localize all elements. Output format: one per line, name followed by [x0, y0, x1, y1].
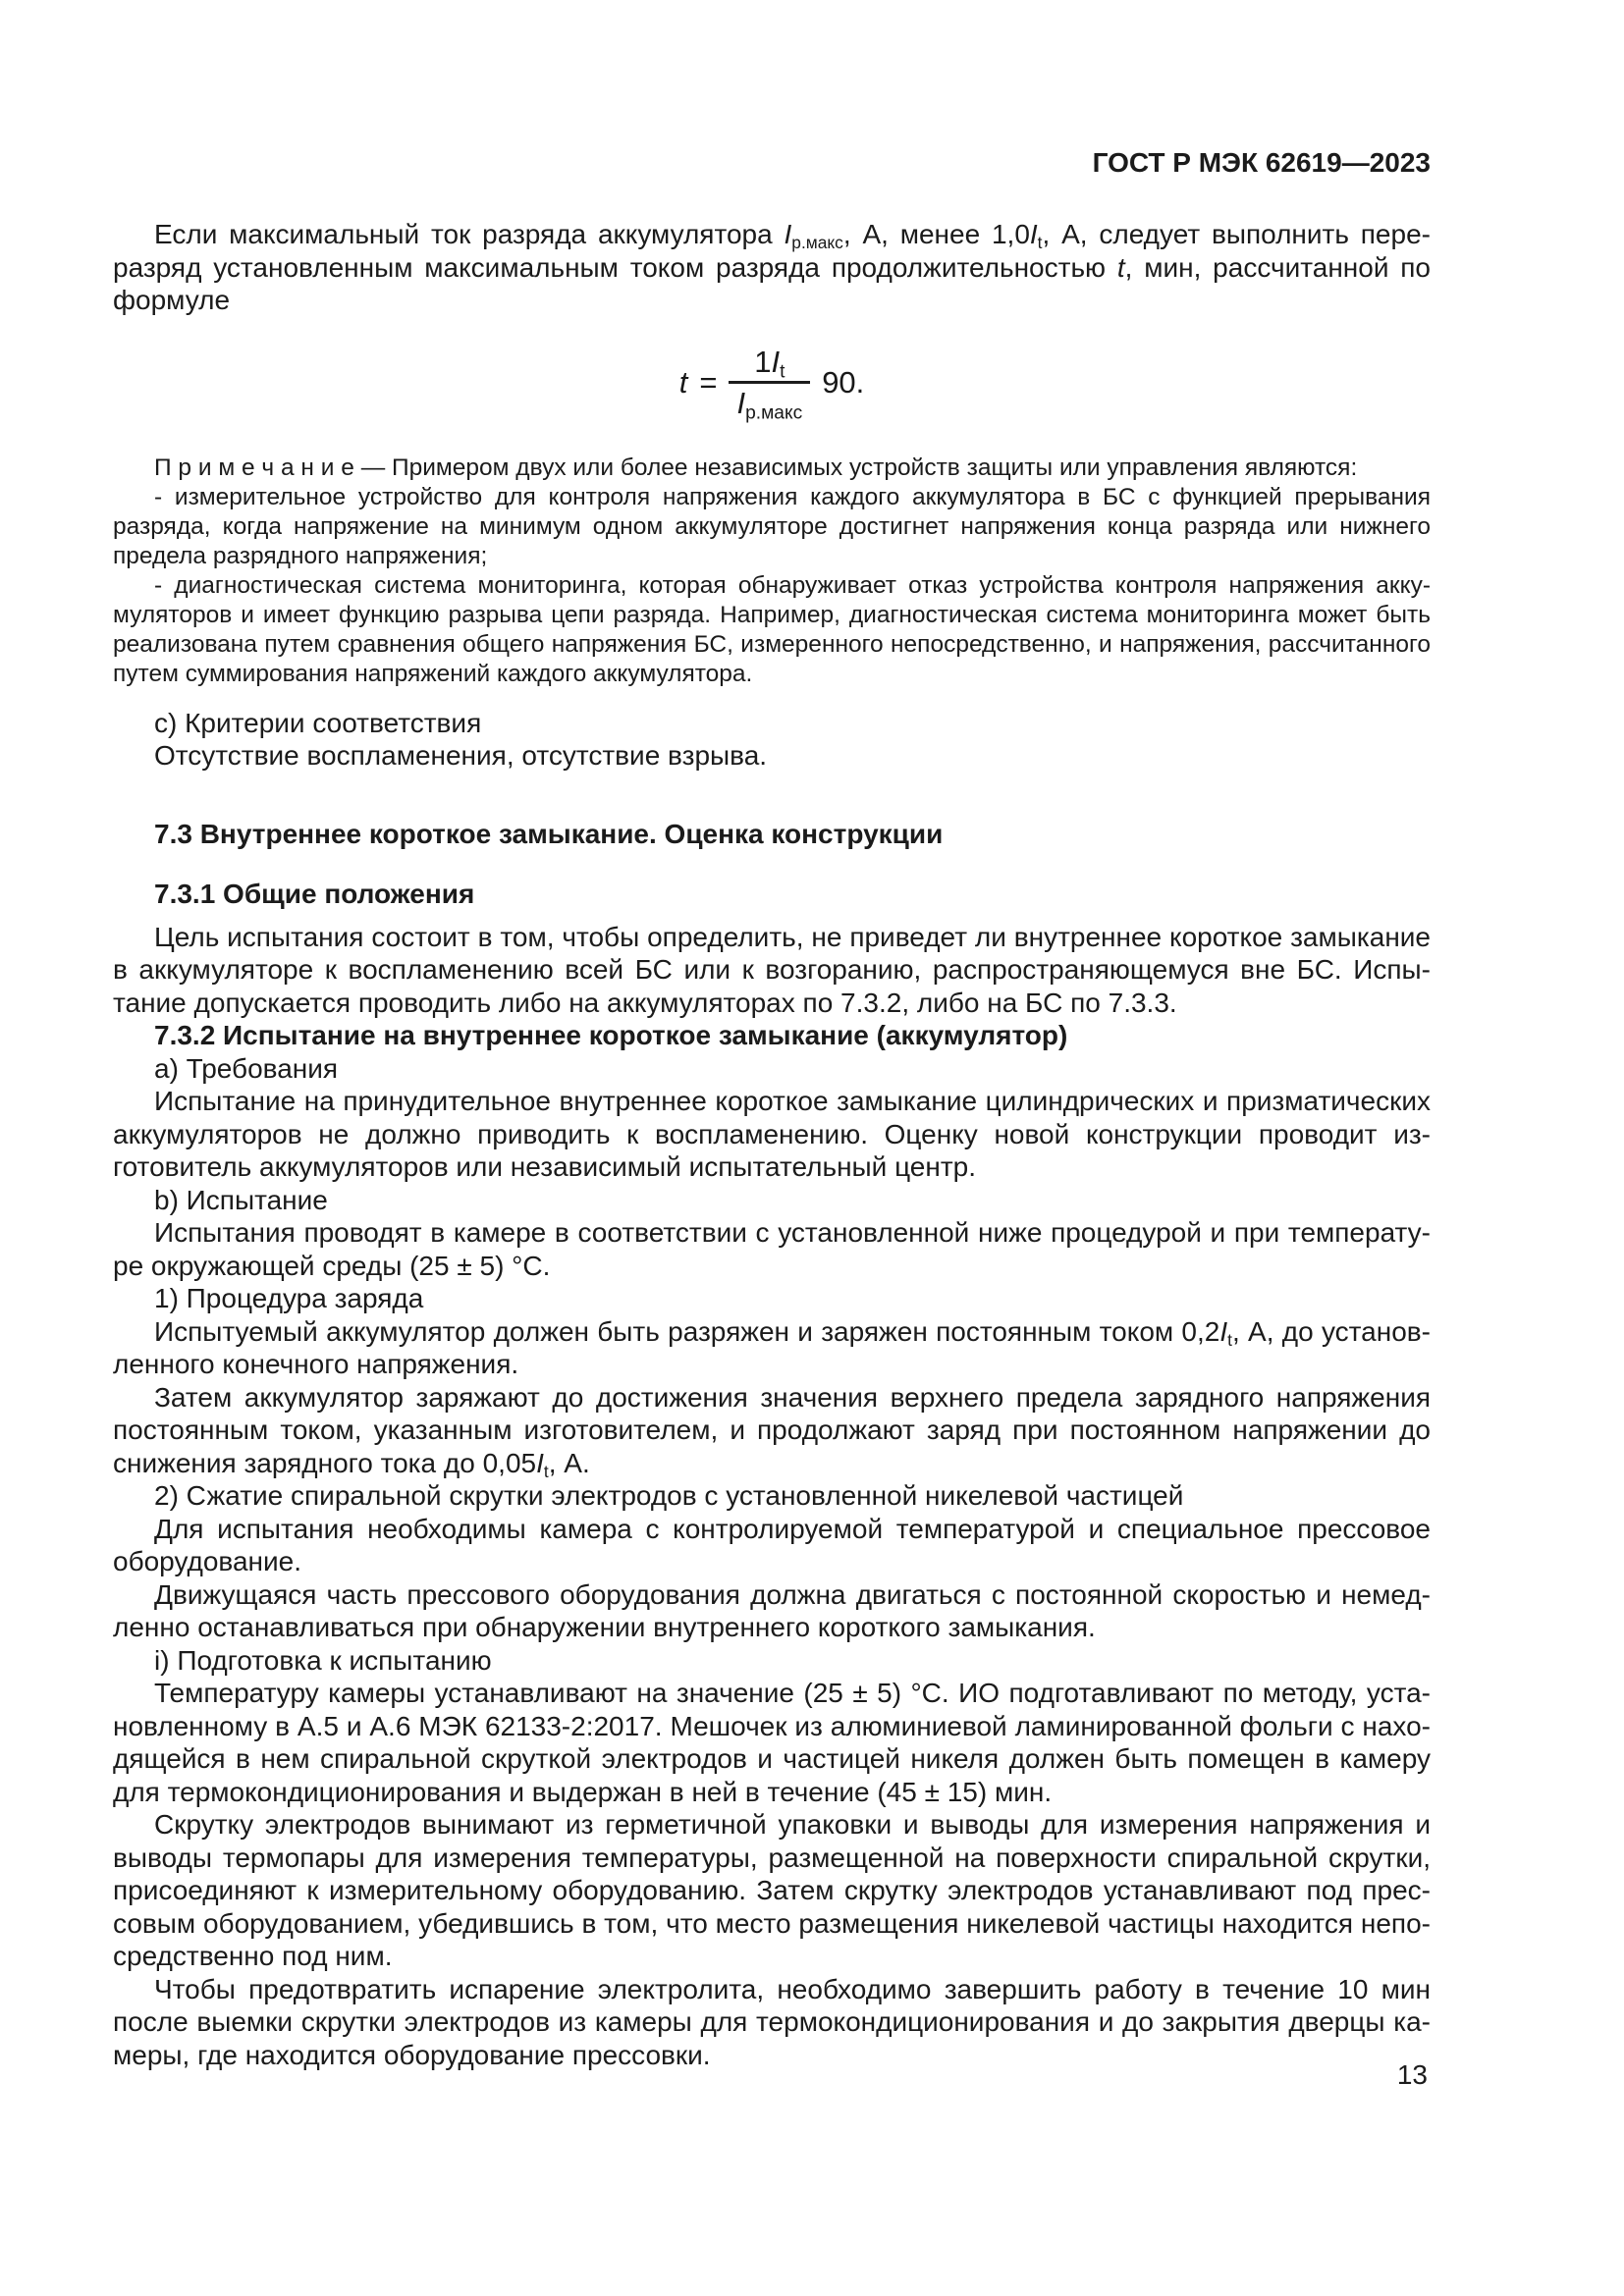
paragraph: 2) Сжатие спиральной скрутки электродов с установленной никелевой частицей [154, 1480, 1184, 1512]
paragraph: a) Требования [154, 1052, 339, 1084]
paragraph: Движущаяся часть прессового оборудования должна двигаться с постоянной скоростью и немедленно останавливаться при обнаружении внутреннего короткого замыкания. [113, 1578, 1431, 1643]
paragraph: Температуру камеры устанавливают на значение (25 ± 5) °C. ИО подготавливают по методу, установленному в А.5 и А.6 МЭК 62133-2:2017. Мешочек из алюминиевой ламинированной фольги с находящейся в нем спиральной скруткой электродов и частицей никеля должен быть помещен в камеру для термокондиционирования и выдержан в ней в течение (45 ± 15) мин. [113, 1678, 1431, 1807]
paragraph: 1) Процедура заряда [154, 1283, 424, 1314]
paragraph: c) Критерии соответствия [154, 707, 482, 738]
paragraph: Отсутствие воспламенения, отсутствие взрыва. [154, 740, 768, 772]
formula-block [113, 344, 1431, 424]
paragraph: Если максимальный ток разряда аккумулятора $I_{р.макс}$, А, менее $1,0I_t$, А, следует выполнить переразряд установленным максимальным током разряда продолжительностью t, мин, рассчитанной по формуле [113, 219, 1432, 315]
paragraph: b) Испытание [154, 1184, 328, 1215]
subsection-heading: 7.3.1 Общие положения [154, 879, 475, 910]
paragraph: Для испытания необходимы камера с контролируемой температурой и специальное прессовое оборудование. [113, 1513, 1431, 1577]
paragraph: Чтобы предотвратить испарение электролита, необходимо завершить работу в течение 10 мин после выемки скрутки электродов из камеры для термокондиционирования и до закрытия дверцы камеры, где находится оборудование прессовки. [113, 1973, 1431, 2070]
note-paragraph: - измерительное устройство для контроля напряжения каждого аккумулятора в БС с функцией прерывания разряда, когда напряжение на минимум одном аккумуляторе достигнет напряжения конца разряда или нижнего предела разрядного напряжения; [113, 483, 1431, 569]
document-header-title: ГОСТ Р МЭК 62619—2023 [1092, 147, 1431, 178]
section-heading: 7.3 Внутреннее короткое замыкание. Оценка конструкции [154, 818, 944, 849]
paragraph: Испытание на принудительное внутреннее короткое замыкание цилиндрических и призматических аккумуляторов не должно приводить к воспламенению. Оценку новой конструкции проводит изготовитель аккумуляторов или независимый испытательный центр. [113, 1086, 1431, 1183]
page-number: 13 [1396, 2059, 1428, 2090]
paragraph: Испытания проводят в камере в соответствии с установленной ниже процедурой и при температуре окружающей среды (25 ± 5) °C. [113, 1217, 1431, 1281]
paragraph: Испытуемый аккумулятор должен быть разряжен и заряжен постоянным током $0,2I_t$, А, до установленного конечного напряжения. [113, 1315, 1431, 1380]
document-body [113, 218, 1431, 2071]
paragraph: Цель испытания состоит в том, чтобы определить, не приведет ли внутреннее короткое замыкание в аккумуляторе к воспламенению всей БС или к возгоранию, распространяющемуся вне БС. Испытание допускается проводить либо на аккумуляторах по 7.3.2, либо на БС по 7.3.3. [113, 921, 1431, 1018]
note-paragraph: - диагностическая система мониторинга, которая обнаруживает отказ устройства контроля напряжения аккумуляторов и имеет функцию разрыва цепи разряда. Например, диагностическая система мониторинга может быть реализована путем сравнения общего напряжения БС, измеренного непосредственно, и напряжения, рассчитанного путем суммирования напряжений каждого аккумулятора. [113, 571, 1431, 687]
fraction-denominator: $I_{р.макс}$ [729, 381, 810, 420]
paragraph: i) Подготовка к испытанию [154, 1644, 492, 1676]
inline-heading: 7.3.2 Испытание на внутреннее короткое замыкание (аккумулятор) [154, 1020, 1068, 1051]
fraction [729, 344, 810, 424]
formula-equation: t = $\frac{1I_t}{I_{р.макс}}$ 90. [678, 344, 865, 424]
paragraph: Затем аккумулятор заряжают до достижения значения верхнего предела зарядного напряжения постоянным током, указанным изготовителем, и продолжают заряд при постоянном напряжении до снижения зарядного тока до $0,05I_t$, А. [113, 1381, 1431, 1481]
fraction-numerator: $1I_t$ [754, 344, 785, 382]
paragraph: Скрутку электродов вынимают из герметичной упаковки и выводы для измерения напряжения и выводы термопары для измерения температуры, размещенной на поверхности спиральной скрутки, присоединяют к измерительному оборудованию. Затем скрутку электродов устанавливают под прессовым оборудованием, убедившись в том, что место размещения никелевой частицы находится непосредственно под ним. [113, 1809, 1431, 1972]
note-paragraph: П р и м е ч а н и е — Примером двух или более независимых устройств защиты или управления являются: [154, 454, 1358, 481]
